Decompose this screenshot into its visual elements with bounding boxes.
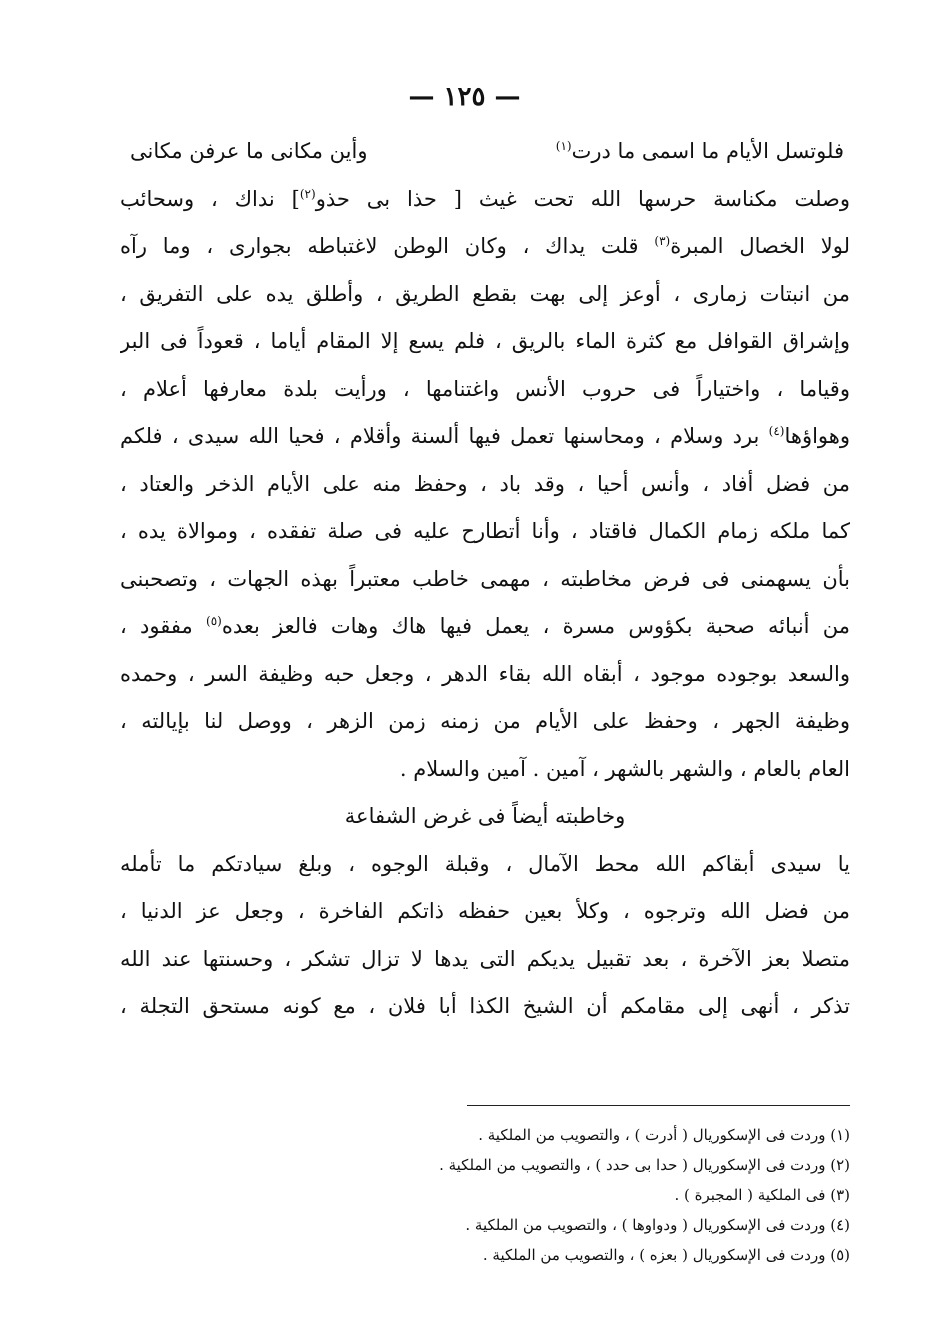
footnote-marker: (٤) xyxy=(768,424,785,438)
text-line: وظيفة الجهر ، وحفظ على الأيام من زمنه زمن الزهر ، ووصل لنا بإيالته ، xyxy=(120,709,850,733)
text-line: وقياما ، واختياراً فى حروب الأنس واغتنامها ، ورأيت بلدة معارفها أعلام ، xyxy=(120,376,850,401)
text-line: العام بالعام ، والشهر بالشهر ، آمين . آمين والسلام . xyxy=(399,756,850,781)
footnote: (٥) وردت فى الإسكوريال ( بعزه ) ، والتصويب من الملكية . xyxy=(482,1246,850,1264)
verse-right-hemistich: فلوتسل الأيام ما اسمى ما درت$^{(١)}$ xyxy=(555,139,844,163)
text-line: من انبتات زمارى ، أوعز إلى بهت بقطع الطريق ، وأطلق يده على التفريق ، xyxy=(120,281,850,306)
footnote: (٢) وردت فى الإسكوريال ( حدا بى حدد ) ، والتصويب من الملكية . xyxy=(439,1156,850,1174)
footnote-marker: (٢) xyxy=(299,186,316,201)
text-line: من أنبائه صحبة بكؤوس مسرة ، يعمل فيها هاك وهات فالعز بعده$^{(٥)}$ مفقود ، xyxy=(120,614,850,638)
text-line: وهواؤها$^{(٤)}$ برد وسلام ، ومحاسنها تعمل فيها ألسنة وأقلام ، فحيا الله سيدى ، فلكم xyxy=(120,424,850,448)
verse-left-hemistich: وأين مكانى ما عرفن مكانى xyxy=(130,139,368,163)
text-line: يا سيدى أبقاكم الله محط الآمال ، وقبلة الوجوه ، وبلغ سيادتكم ما تأمله xyxy=(120,851,850,876)
text-line: تذكر ، أنهى إلى مقامكم أن الشيخ الكذا أبا فلان ، مع كونه مستحق التجلة ، xyxy=(120,994,850,1018)
footnote: (١) وردت فى الإسكوريال ( أدرت ) ، والتصويب من الملكية . xyxy=(478,1126,850,1144)
footnote: (٣) فى الملكية ( المجبرة ) . xyxy=(674,1186,850,1204)
text-line: كما ملكه زمام الكمال فاقتاد ، وأنا أتطارح عليه فى صلة تفقده ، وموالاة يده ، xyxy=(120,519,850,543)
verse-line xyxy=(120,128,850,176)
text-line: وصلت مكناسة حرسها الله تحت غيث [ حذا بى حذو$^{(٢)}$] نداك ، وسحائب xyxy=(120,186,850,211)
footnote-marker: (٣) xyxy=(654,234,671,248)
footnote-marker: (٥) xyxy=(206,614,222,628)
section-heading: وخاطبته أيضاً فى غرض الشفاعة xyxy=(344,804,626,828)
footnote-divider xyxy=(467,1105,850,1106)
text-line: من فضل الله وترجوه ، وكلأ بعين حفظه ذاتكم الفاخرة ، وجعل عز الدنيا ، xyxy=(120,899,850,923)
text-line: بأن يسهمنى فى فرض مخاطبته ، مهمى خاطب معتبراً بهذه الجهات ، وتصحبنى xyxy=(120,566,850,591)
footnote-marker: (١) xyxy=(555,139,572,153)
footnotes xyxy=(300,1120,850,1270)
page-number: — ١٢٥ — xyxy=(408,82,521,112)
main-text xyxy=(120,128,850,1031)
text-line: متصلا بعز الآخرة ، بعد تقبيل يديكم التى يدها لا تزال تشكر ، وحسنتها عند الله xyxy=(120,946,850,971)
footnote: (٤) وردت فى الإسكوريال ( ودواوها ) ، والتصويب من الملكية . xyxy=(465,1216,850,1234)
text-line: لولا الخصال المبرة$^{(٣)}$ قلت يداك ، وكان الوطن لاغتباطه بجوارى ، وما رآه xyxy=(120,234,850,258)
text-line: والسعد بوجوده موجود ، أبقاه الله بقاء الدهر ، وجعل حبه وظيفة السر ، وحمده xyxy=(120,661,850,686)
text-line: وإشراق القوافل مع كثرة الماء بالريق ، فلم يسع إلا المقام أياما ، قعوداً فى البر xyxy=(120,329,850,353)
text-line: من فضل أفاد ، وأنس أحيا ، وقد باد ، وحفظ منه على الأيام الذخر والعتاد ، xyxy=(120,471,850,496)
